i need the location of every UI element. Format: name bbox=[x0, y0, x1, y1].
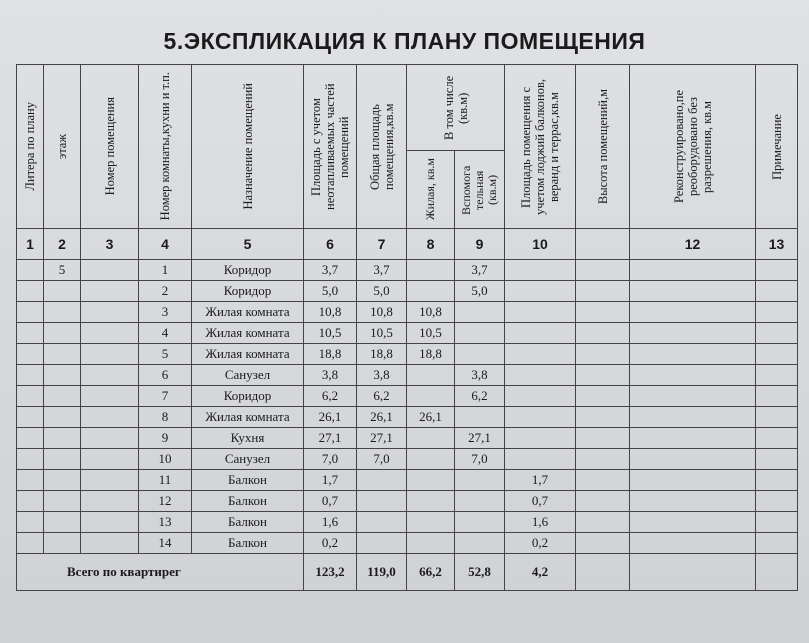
total-area: 123,2 bbox=[304, 554, 357, 591]
cell-total-area: 3,7 bbox=[357, 260, 407, 281]
cell-note bbox=[756, 344, 798, 365]
cell-total-area: 10,8 bbox=[357, 302, 407, 323]
table-row bbox=[17, 428, 798, 449]
cell-height bbox=[576, 533, 630, 554]
cell-purpose: Балкон bbox=[192, 470, 304, 491]
cell-note bbox=[756, 302, 798, 323]
cell-balcony-area bbox=[505, 386, 576, 407]
table-row bbox=[17, 344, 798, 365]
total-living: 66,2 bbox=[407, 554, 455, 591]
cell-total-area bbox=[357, 470, 407, 491]
cell-total-area: 27,1 bbox=[357, 428, 407, 449]
cell-area: 1,7 bbox=[304, 470, 357, 491]
cell-premises bbox=[81, 470, 139, 491]
empty-cell bbox=[756, 554, 798, 591]
col-number: 13 bbox=[756, 229, 798, 260]
cell-note bbox=[756, 386, 798, 407]
header-total-area: Общая площадь помещения,кв.м bbox=[357, 65, 407, 229]
cell-purpose: Балкон bbox=[192, 533, 304, 554]
cell-total-area bbox=[357, 512, 407, 533]
cell-total-area: 7,0 bbox=[357, 449, 407, 470]
cell-aux bbox=[455, 470, 505, 491]
cell-floor bbox=[44, 491, 81, 512]
cell-floor bbox=[44, 323, 81, 344]
cell-height bbox=[576, 344, 630, 365]
cell-height bbox=[576, 302, 630, 323]
total-total: 119,0 bbox=[357, 554, 407, 591]
cell-note bbox=[756, 533, 798, 554]
table-row bbox=[17, 365, 798, 386]
cell-balcony-area bbox=[505, 428, 576, 449]
cell-balcony-area bbox=[505, 407, 576, 428]
cell-premises bbox=[81, 512, 139, 533]
cell-note bbox=[756, 281, 798, 302]
cell-room-number: 2 bbox=[139, 281, 192, 302]
header-litera: Литера по плану bbox=[17, 65, 44, 229]
cell-note bbox=[756, 449, 798, 470]
cell-reconstructed bbox=[630, 302, 756, 323]
header-height: Высота помещений,м bbox=[576, 65, 630, 229]
cell-room-number: 3 bbox=[139, 302, 192, 323]
column-numbers-row bbox=[17, 229, 798, 260]
cell-area: 1,6 bbox=[304, 512, 357, 533]
cell-litera bbox=[17, 491, 44, 512]
cell-litera bbox=[17, 302, 44, 323]
cell-height bbox=[576, 428, 630, 449]
cell-aux: 27,1 bbox=[455, 428, 505, 449]
col-number: 9 bbox=[455, 229, 505, 260]
header-row bbox=[17, 65, 798, 151]
cell-area: 5,0 bbox=[304, 281, 357, 302]
cell-room-number: 13 bbox=[139, 512, 192, 533]
total-label: Всего по квартирег bbox=[17, 554, 304, 591]
cell-height bbox=[576, 365, 630, 386]
cell-aux: 3,8 bbox=[455, 365, 505, 386]
cell-living: 18,8 bbox=[407, 344, 455, 365]
cell-room-number: 4 bbox=[139, 323, 192, 344]
empty-cell bbox=[576, 554, 630, 591]
table-body bbox=[17, 260, 798, 554]
cell-purpose: Коридор bbox=[192, 386, 304, 407]
cell-aux: 7,0 bbox=[455, 449, 505, 470]
cell-premises bbox=[81, 260, 139, 281]
cell-reconstructed bbox=[630, 323, 756, 344]
cell-aux bbox=[455, 407, 505, 428]
col-number: 8 bbox=[407, 229, 455, 260]
col-number: 2 bbox=[44, 229, 81, 260]
cell-floor bbox=[44, 281, 81, 302]
total-row bbox=[17, 554, 798, 591]
cell-premises bbox=[81, 323, 139, 344]
cell-area: 0,2 bbox=[304, 533, 357, 554]
col-number: 12 bbox=[630, 229, 756, 260]
cell-floor bbox=[44, 512, 81, 533]
cell-premises bbox=[81, 491, 139, 512]
table-row bbox=[17, 260, 798, 281]
cell-purpose: Балкон bbox=[192, 512, 304, 533]
document-title: 5.ЭКСПЛИКАЦИЯ К ПЛАНУ ПОМЕЩЕНИЯ bbox=[163, 28, 646, 54]
cell-living: 26,1 bbox=[407, 407, 455, 428]
cell-note bbox=[756, 512, 798, 533]
cell-room-number: 9 bbox=[139, 428, 192, 449]
table-row bbox=[17, 449, 798, 470]
cell-litera bbox=[17, 407, 44, 428]
header-floor: этаж bbox=[44, 65, 81, 229]
cell-premises bbox=[81, 533, 139, 554]
cell-premises bbox=[81, 428, 139, 449]
cell-reconstructed bbox=[630, 281, 756, 302]
cell-area: 10,8 bbox=[304, 302, 357, 323]
cell-area: 3,7 bbox=[304, 260, 357, 281]
cell-aux: 6,2 bbox=[455, 386, 505, 407]
cell-total-area bbox=[357, 491, 407, 512]
cell-floor bbox=[44, 470, 81, 491]
table-row bbox=[17, 281, 798, 302]
cell-total-area bbox=[357, 533, 407, 554]
header-purpose: Назначение помещений bbox=[192, 65, 304, 229]
cell-litera bbox=[17, 344, 44, 365]
cell-room-number: 8 bbox=[139, 407, 192, 428]
col-number: 4 bbox=[139, 229, 192, 260]
cell-purpose: Коридор bbox=[192, 260, 304, 281]
cell-reconstructed bbox=[630, 512, 756, 533]
cell-litera bbox=[17, 428, 44, 449]
cell-litera bbox=[17, 449, 44, 470]
cell-reconstructed bbox=[630, 449, 756, 470]
cell-purpose: Санузел bbox=[192, 365, 304, 386]
cell-area: 10,5 bbox=[304, 323, 357, 344]
cell-reconstructed bbox=[630, 428, 756, 449]
cell-floor bbox=[44, 302, 81, 323]
cell-purpose: Жилая комната bbox=[192, 407, 304, 428]
cell-room-number: 7 bbox=[139, 386, 192, 407]
cell-floor bbox=[44, 386, 81, 407]
cell-room-number: 12 bbox=[139, 491, 192, 512]
col-number: 7 bbox=[357, 229, 407, 260]
cell-aux bbox=[455, 491, 505, 512]
cell-living bbox=[407, 260, 455, 281]
cell-room-number: 14 bbox=[139, 533, 192, 554]
empty-cell bbox=[630, 554, 756, 591]
cell-reconstructed bbox=[630, 407, 756, 428]
cell-purpose: Жилая комната bbox=[192, 302, 304, 323]
cell-note bbox=[756, 428, 798, 449]
cell-litera bbox=[17, 533, 44, 554]
cell-premises bbox=[81, 302, 139, 323]
cell-total-area: 18,8 bbox=[357, 344, 407, 365]
cell-reconstructed bbox=[630, 533, 756, 554]
cell-room-number: 1 bbox=[139, 260, 192, 281]
cell-room-number: 6 bbox=[139, 365, 192, 386]
cell-area: 7,0 bbox=[304, 449, 357, 470]
col-number: 1 bbox=[17, 229, 44, 260]
cell-aux bbox=[455, 323, 505, 344]
table-row bbox=[17, 323, 798, 344]
cell-purpose: Санузел bbox=[192, 449, 304, 470]
table-row bbox=[17, 302, 798, 323]
cell-reconstructed bbox=[630, 260, 756, 281]
cell-reconstructed bbox=[630, 344, 756, 365]
total-balcony: 4,2 bbox=[505, 554, 576, 591]
cell-floor bbox=[44, 365, 81, 386]
table-row bbox=[17, 533, 798, 554]
cell-balcony-area bbox=[505, 281, 576, 302]
header-area-unheated: Площадь с учетом неотапливаемых частей помещений bbox=[304, 65, 357, 229]
cell-total-area: 5,0 bbox=[357, 281, 407, 302]
table-row bbox=[17, 386, 798, 407]
cell-total-area: 26,1 bbox=[357, 407, 407, 428]
cell-reconstructed bbox=[630, 491, 756, 512]
cell-height bbox=[576, 323, 630, 344]
cell-premises bbox=[81, 344, 139, 365]
cell-aux bbox=[455, 512, 505, 533]
cell-area: 3,8 bbox=[304, 365, 357, 386]
cell-height bbox=[576, 407, 630, 428]
cell-balcony-area bbox=[505, 344, 576, 365]
cell-area: 6,2 bbox=[304, 386, 357, 407]
cell-litera bbox=[17, 323, 44, 344]
cell-balcony-area bbox=[505, 449, 576, 470]
cell-height bbox=[576, 512, 630, 533]
cell-litera bbox=[17, 365, 44, 386]
cell-note bbox=[756, 407, 798, 428]
cell-living bbox=[407, 449, 455, 470]
cell-note bbox=[756, 260, 798, 281]
cell-balcony-area: 0,7 bbox=[505, 491, 576, 512]
cell-reconstructed bbox=[630, 470, 756, 491]
cell-reconstructed bbox=[630, 386, 756, 407]
cell-balcony-area bbox=[505, 323, 576, 344]
cell-floor bbox=[44, 428, 81, 449]
cell-area: 27,1 bbox=[304, 428, 357, 449]
col-number: 6 bbox=[304, 229, 357, 260]
header-room-number: Номер комнаты,кухни и т.п. bbox=[139, 65, 192, 229]
cell-purpose: Жилая комната bbox=[192, 323, 304, 344]
cell-aux bbox=[455, 533, 505, 554]
cell-litera bbox=[17, 281, 44, 302]
cell-premises bbox=[81, 407, 139, 428]
cell-purpose: Кухня bbox=[192, 428, 304, 449]
cell-aux bbox=[455, 344, 505, 365]
cell-total-area: 3,8 bbox=[357, 365, 407, 386]
cell-living bbox=[407, 386, 455, 407]
cell-floor bbox=[44, 344, 81, 365]
col-number: 5 bbox=[192, 229, 304, 260]
cell-room-number: 10 bbox=[139, 449, 192, 470]
explication-table bbox=[16, 64, 798, 591]
cell-room-number: 5 bbox=[139, 344, 192, 365]
cell-total-area: 10,5 bbox=[357, 323, 407, 344]
table-row bbox=[17, 491, 798, 512]
cell-area: 0,7 bbox=[304, 491, 357, 512]
cell-living bbox=[407, 512, 455, 533]
cell-balcony-area bbox=[505, 302, 576, 323]
cell-area: 26,1 bbox=[304, 407, 357, 428]
total-aux: 52,8 bbox=[455, 554, 505, 591]
cell-height bbox=[576, 260, 630, 281]
header-premises-number: Номер помещения bbox=[81, 65, 139, 229]
cell-litera bbox=[17, 470, 44, 491]
cell-purpose: Балкон bbox=[192, 491, 304, 512]
cell-height bbox=[576, 386, 630, 407]
table-row bbox=[17, 407, 798, 428]
cell-floor bbox=[44, 533, 81, 554]
cell-height bbox=[576, 449, 630, 470]
table-row bbox=[17, 470, 798, 491]
cell-floor: 5 bbox=[44, 260, 81, 281]
cell-living bbox=[407, 428, 455, 449]
header-area-with-balconies: Площадь помещения с учетом лоджий балконов, веранд и террас,кв.м bbox=[505, 65, 576, 229]
cell-premises bbox=[81, 386, 139, 407]
col-number bbox=[576, 229, 630, 260]
cell-living bbox=[407, 281, 455, 302]
cell-living bbox=[407, 365, 455, 386]
header-note: Примечание bbox=[756, 65, 798, 229]
cell-balcony-area bbox=[505, 260, 576, 281]
cell-balcony-area bbox=[505, 365, 576, 386]
cell-height bbox=[576, 470, 630, 491]
cell-premises bbox=[81, 365, 139, 386]
cell-living bbox=[407, 491, 455, 512]
cell-balcony-area: 1,7 bbox=[505, 470, 576, 491]
cell-premises bbox=[81, 449, 139, 470]
cell-note bbox=[756, 491, 798, 512]
header-auxiliary: Вспомога тельная (кв.м) bbox=[455, 151, 505, 229]
cell-living bbox=[407, 533, 455, 554]
cell-floor bbox=[44, 449, 81, 470]
cell-living: 10,8 bbox=[407, 302, 455, 323]
cell-height bbox=[576, 491, 630, 512]
col-number: 3 bbox=[81, 229, 139, 260]
cell-total-area: 6,2 bbox=[357, 386, 407, 407]
cell-premises bbox=[81, 281, 139, 302]
cell-balcony-area: 0,2 bbox=[505, 533, 576, 554]
cell-room-number: 11 bbox=[139, 470, 192, 491]
cell-aux: 3,7 bbox=[455, 260, 505, 281]
cell-height bbox=[576, 281, 630, 302]
cell-reconstructed bbox=[630, 365, 756, 386]
cell-purpose: Коридор bbox=[192, 281, 304, 302]
table-row bbox=[17, 512, 798, 533]
cell-living bbox=[407, 470, 455, 491]
header-living: Жилая, кв.м bbox=[407, 151, 455, 229]
cell-litera bbox=[17, 386, 44, 407]
cell-note bbox=[756, 365, 798, 386]
cell-aux bbox=[455, 302, 505, 323]
cell-balcony-area: 1,6 bbox=[505, 512, 576, 533]
header-including-group: В том числе (кв.м) bbox=[407, 65, 505, 151]
cell-note bbox=[756, 323, 798, 344]
cell-area: 18,8 bbox=[304, 344, 357, 365]
cell-litera bbox=[17, 512, 44, 533]
cell-living: 10,5 bbox=[407, 323, 455, 344]
cell-aux: 5,0 bbox=[455, 281, 505, 302]
cell-purpose: Жилая комната bbox=[192, 344, 304, 365]
col-number: 10 bbox=[505, 229, 576, 260]
header-reconstructed: Реконструировано,пе реоборудовано без разрешения, кв.м bbox=[630, 65, 756, 229]
cell-floor bbox=[44, 407, 81, 428]
cell-litera bbox=[17, 260, 44, 281]
cell-note bbox=[756, 470, 798, 491]
